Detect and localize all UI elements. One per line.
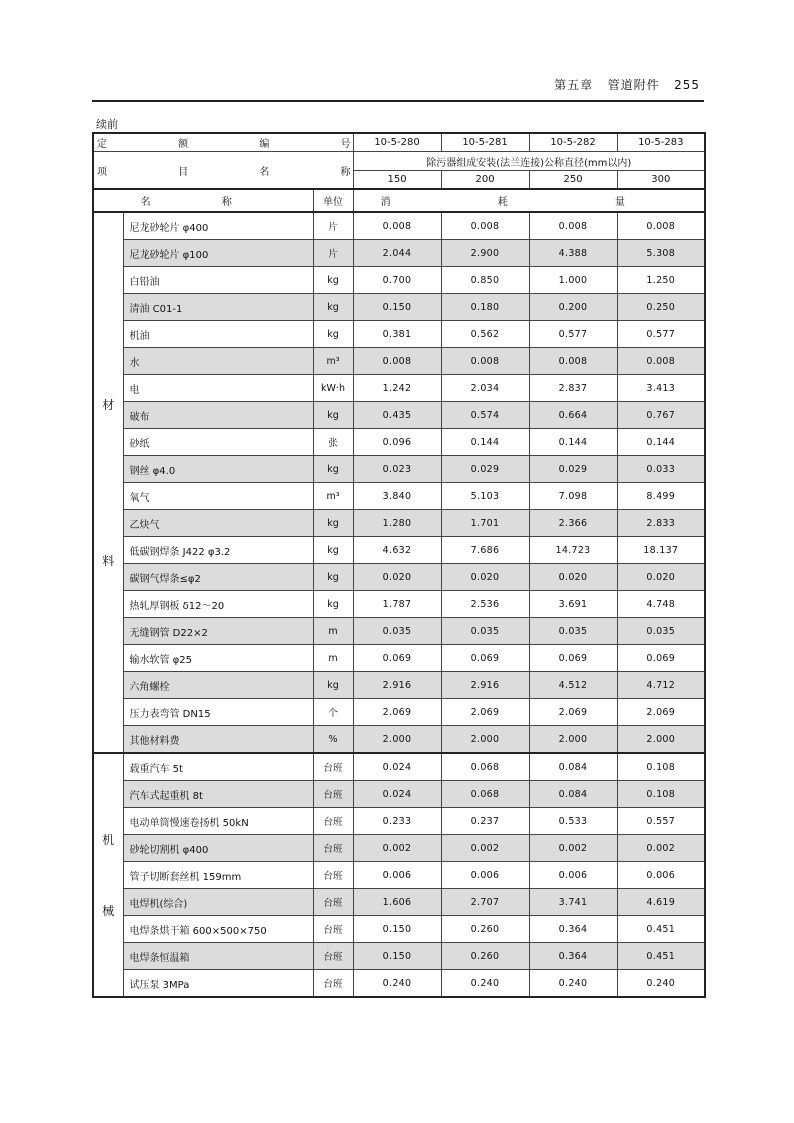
material-group-chars: [94, 327, 123, 639]
material-value: 0.023: [353, 456, 441, 483]
material-row: [93, 726, 705, 754]
material-value: 0.008: [529, 212, 617, 240]
material-row: [93, 564, 705, 591]
material-value: 0.144: [529, 429, 617, 456]
machine-value: 0.364: [529, 943, 617, 970]
material-row: [93, 483, 705, 510]
material-value: 0.029: [529, 456, 617, 483]
machine-value: 0.006: [617, 862, 705, 889]
machine-value: 0.240: [617, 970, 705, 998]
diameter-value: 200: [441, 171, 529, 190]
machine-row: [93, 808, 705, 835]
material-unit: kg: [313, 294, 353, 321]
diameter-value: 300: [617, 171, 705, 190]
material-value: 0.069: [353, 645, 441, 672]
machine-group-label: [93, 753, 123, 997]
machine-value: 0.068: [441, 781, 529, 808]
material-unit: 片: [313, 212, 353, 240]
material-unit: kg: [313, 672, 353, 699]
material-value: 0.144: [617, 429, 705, 456]
material-unit: m: [313, 645, 353, 672]
material-value: 0.008: [441, 212, 529, 240]
material-value: 0.008: [529, 348, 617, 375]
material-value: 0.069: [441, 645, 529, 672]
item-description-row: [93, 152, 705, 171]
material-value: 0.562: [441, 321, 529, 348]
material-name: 低碳钢焊条 J422 φ3.2: [123, 537, 313, 564]
material-value: 1.000: [529, 267, 617, 294]
material-value: 0.700: [353, 267, 441, 294]
name-column-header: 名 称: [93, 189, 313, 212]
material-name: 氧气: [123, 483, 313, 510]
material-row: [93, 267, 705, 294]
material-name: 乙炔气: [123, 510, 313, 537]
column-header-row: [93, 189, 705, 212]
material-value: 18.137: [617, 537, 705, 564]
material-value: 3.691: [529, 591, 617, 618]
material-value: 0.008: [353, 212, 441, 240]
machine-value: 0.002: [353, 835, 441, 862]
material-name: 破布: [123, 402, 313, 429]
material-value: 2.900: [441, 240, 529, 267]
material-value: 4.512: [529, 672, 617, 699]
machine-value: 4.619: [617, 889, 705, 916]
machine-name: 汽车式起重机 8t: [123, 781, 313, 808]
machine-value: 0.364: [529, 916, 617, 943]
machine-unit: 台班: [313, 835, 353, 862]
material-name: 电: [123, 375, 313, 402]
machine-group-chars: [94, 805, 123, 945]
machine-name: 管子切断套丝机 159mm: [123, 862, 313, 889]
material-unit: 张: [313, 429, 353, 456]
machine-value: 2.707: [441, 889, 529, 916]
material-value: 1.250: [617, 267, 705, 294]
material-value: 0.029: [441, 456, 529, 483]
quota-code: 10-5-281: [441, 133, 529, 152]
machine-value: 0.533: [529, 808, 617, 835]
machine-unit: 台班: [313, 970, 353, 998]
material-value: 0.069: [617, 645, 705, 672]
material-name: 机油: [123, 321, 313, 348]
machine-value: 0.240: [353, 970, 441, 998]
page-header-text: [554, 76, 700, 93]
machine-value: 0.233: [353, 808, 441, 835]
material-value: 2.916: [353, 672, 441, 699]
continued-label: 续前: [96, 118, 118, 131]
machine-name: 电动单筒慢速卷扬机 50kN: [123, 808, 313, 835]
material-row: [93, 618, 705, 645]
material-row: [93, 510, 705, 537]
material-group-label: [93, 212, 123, 753]
material-name: 压力表弯管 DN15: [123, 699, 313, 726]
table-body: [93, 133, 705, 997]
chapter-label: 第五章: [554, 78, 594, 92]
material-value: 3.413: [617, 375, 705, 402]
material-value: 4.632: [353, 537, 441, 564]
material-value: 0.180: [441, 294, 529, 321]
material-value: 0.020: [353, 564, 441, 591]
material-value: 0.577: [529, 321, 617, 348]
material-value: 0.381: [353, 321, 441, 348]
material-name: 碳钢气焊条≤φ2: [123, 564, 313, 591]
material-value: 5.103: [441, 483, 529, 510]
material-row: [93, 591, 705, 618]
material-unit: 个: [313, 699, 353, 726]
material-unit: m³: [313, 348, 353, 375]
material-name: 清油 C01-1: [123, 294, 313, 321]
machine-group-char: 械: [102, 903, 115, 918]
material-unit: kg: [313, 510, 353, 537]
material-value: 0.035: [353, 618, 441, 645]
material-value: 0.200: [529, 294, 617, 321]
material-value: 0.250: [617, 294, 705, 321]
machine-value: 0.240: [441, 970, 529, 998]
machine-name: 电焊条烘干箱 600×500×750: [123, 916, 313, 943]
material-value: 2.044: [353, 240, 441, 267]
machine-unit: 台班: [313, 943, 353, 970]
machine-row: [93, 835, 705, 862]
material-value: 2.837: [529, 375, 617, 402]
machine-name: 砂轮切割机 φ400: [123, 835, 313, 862]
material-value: 5.308: [617, 240, 705, 267]
material-value: 0.144: [441, 429, 529, 456]
quota-table: [92, 132, 706, 998]
material-value: 0.020: [441, 564, 529, 591]
material-value: 4.712: [617, 672, 705, 699]
machine-value: 0.068: [441, 753, 529, 781]
material-value: 0.035: [617, 618, 705, 645]
machine-row: [93, 916, 705, 943]
machine-value: 0.150: [353, 916, 441, 943]
machine-value: 0.557: [617, 808, 705, 835]
machine-row: [93, 753, 705, 781]
material-unit: m: [313, 618, 353, 645]
diameter-value: 250: [529, 171, 617, 190]
machine-row: [93, 943, 705, 970]
material-value: 0.150: [353, 294, 441, 321]
material-name: 其他材料费: [123, 726, 313, 754]
material-name: 热轧厚钢板 δ12～20: [123, 591, 313, 618]
machine-value: 0.084: [529, 781, 617, 808]
machine-value: 0.260: [441, 916, 529, 943]
material-value: 0.435: [353, 402, 441, 429]
machine-unit: 台班: [313, 889, 353, 916]
material-row: [93, 699, 705, 726]
material-value: 2.000: [529, 726, 617, 754]
material-name: 输水软管 φ25: [123, 645, 313, 672]
material-row: [93, 375, 705, 402]
material-row: [93, 402, 705, 429]
quota-number-label: 定 额 编 号: [93, 133, 353, 152]
material-unit: kg: [313, 564, 353, 591]
material-unit: kW·h: [313, 375, 353, 402]
quota-number-row: [93, 133, 705, 152]
material-value: 3.840: [353, 483, 441, 510]
material-value: 2.366: [529, 510, 617, 537]
material-value: 0.574: [441, 402, 529, 429]
material-row: [93, 240, 705, 267]
machine-row: [93, 889, 705, 916]
machine-value: 0.240: [529, 970, 617, 998]
quota-code: 10-5-282: [529, 133, 617, 152]
machine-value: 0.002: [529, 835, 617, 862]
unit-column-header: 单位: [313, 189, 353, 212]
material-row: [93, 321, 705, 348]
machine-value: 0.002: [441, 835, 529, 862]
item-description: 除污器组成安装(法兰连接)公称直径(mm以内): [353, 152, 705, 171]
machine-value: 0.108: [617, 753, 705, 781]
material-name: 尼龙砂轮片 φ400: [123, 212, 313, 240]
machine-name: 载重汽车 5t: [123, 753, 313, 781]
machine-value: 0.002: [617, 835, 705, 862]
machine-name: 电焊机(综合): [123, 889, 313, 916]
machine-unit: 台班: [313, 916, 353, 943]
material-value: 2.069: [441, 699, 529, 726]
material-value: 0.069: [529, 645, 617, 672]
quota-code: 10-5-280: [353, 133, 441, 152]
material-value: 0.008: [441, 348, 529, 375]
material-unit: m³: [313, 483, 353, 510]
material-value: 0.577: [617, 321, 705, 348]
machine-value: 0.084: [529, 753, 617, 781]
material-value: 0.020: [529, 564, 617, 591]
machine-unit: 台班: [313, 862, 353, 889]
material-row: [93, 348, 705, 375]
material-value: 7.686: [441, 537, 529, 564]
material-value: 2.069: [353, 699, 441, 726]
consumption-column-header: 消 耗 量: [353, 189, 705, 212]
material-name: 水: [123, 348, 313, 375]
material-value: 2.916: [441, 672, 529, 699]
machine-row: [93, 862, 705, 889]
machine-value: 0.451: [617, 943, 705, 970]
machine-row: [93, 970, 705, 998]
material-row: [93, 429, 705, 456]
material-row: [93, 212, 705, 240]
material-value: 1.701: [441, 510, 529, 537]
diameter-value: 150: [353, 171, 441, 190]
material-unit: kg: [313, 267, 353, 294]
machine-value: 0.006: [529, 862, 617, 889]
page-number: 255: [674, 78, 700, 92]
machine-unit: 台班: [313, 781, 353, 808]
material-value: 7.098: [529, 483, 617, 510]
machine-value: 0.150: [353, 943, 441, 970]
material-value: 2.034: [441, 375, 529, 402]
material-value: 1.280: [353, 510, 441, 537]
machine-unit: 台班: [313, 808, 353, 835]
material-row: [93, 294, 705, 321]
material-row: [93, 672, 705, 699]
material-unit: kg: [313, 456, 353, 483]
machine-value: 1.606: [353, 889, 441, 916]
material-name: 六角螺栓: [123, 672, 313, 699]
machine-name: 电焊条恒温箱: [123, 943, 313, 970]
machine-value: 0.451: [617, 916, 705, 943]
machine-row: [93, 781, 705, 808]
material-value: 4.388: [529, 240, 617, 267]
machine-value: 0.024: [353, 781, 441, 808]
material-row: [93, 537, 705, 564]
material-group-char: 料: [102, 554, 115, 568]
material-unit: kg: [313, 402, 353, 429]
material-value: 0.033: [617, 456, 705, 483]
quota-code: 10-5-283: [617, 133, 705, 152]
material-name: 白铅油: [123, 267, 313, 294]
material-value: 14.723: [529, 537, 617, 564]
material-value: 4.748: [617, 591, 705, 618]
material-unit: 片: [313, 240, 353, 267]
material-value: 0.767: [617, 402, 705, 429]
machine-value: 0.237: [441, 808, 529, 835]
machine-group-char: 机: [102, 833, 115, 848]
item-name-label: 项 目 名 称: [93, 152, 353, 190]
material-value: 2.000: [353, 726, 441, 754]
material-value: 1.242: [353, 375, 441, 402]
material-unit: kg: [313, 321, 353, 348]
material-value: 0.008: [617, 212, 705, 240]
material-value: 2.000: [441, 726, 529, 754]
material-row: [93, 456, 705, 483]
material-name: 无缝钢管 D22×2: [123, 618, 313, 645]
material-value: 2.833: [617, 510, 705, 537]
machine-value: 0.006: [353, 862, 441, 889]
machine-unit: 台班: [313, 753, 353, 781]
material-unit: kg: [313, 537, 353, 564]
material-name: 砂纸: [123, 429, 313, 456]
material-name: 尼龙砂轮片 φ100: [123, 240, 313, 267]
machine-value: 3.741: [529, 889, 617, 916]
material-value: 2.000: [617, 726, 705, 754]
material-name: 钢丝 φ4.0: [123, 456, 313, 483]
material-value: 2.069: [617, 699, 705, 726]
machine-value: 0.006: [441, 862, 529, 889]
material-value: 8.499: [617, 483, 705, 510]
material-value: 0.096: [353, 429, 441, 456]
material-unit: kg: [313, 591, 353, 618]
machine-value: 0.024: [353, 753, 441, 781]
material-unit: %: [313, 726, 353, 754]
section-label: 管道附件: [607, 78, 660, 92]
material-value: 0.035: [441, 618, 529, 645]
material-value: 0.008: [353, 348, 441, 375]
material-value: 0.850: [441, 267, 529, 294]
material-row: [93, 645, 705, 672]
material-value: 1.787: [353, 591, 441, 618]
material-value: 2.069: [529, 699, 617, 726]
page-header: [92, 68, 704, 102]
machine-value: 0.260: [441, 943, 529, 970]
material-value: 0.664: [529, 402, 617, 429]
material-group-char: 材: [102, 398, 115, 412]
material-value: 0.035: [529, 618, 617, 645]
material-value: 0.008: [617, 348, 705, 375]
machine-name: 试压泵 3MPa: [123, 970, 313, 998]
material-value: 2.536: [441, 591, 529, 618]
machine-value: 0.108: [617, 781, 705, 808]
material-value: 0.020: [617, 564, 705, 591]
